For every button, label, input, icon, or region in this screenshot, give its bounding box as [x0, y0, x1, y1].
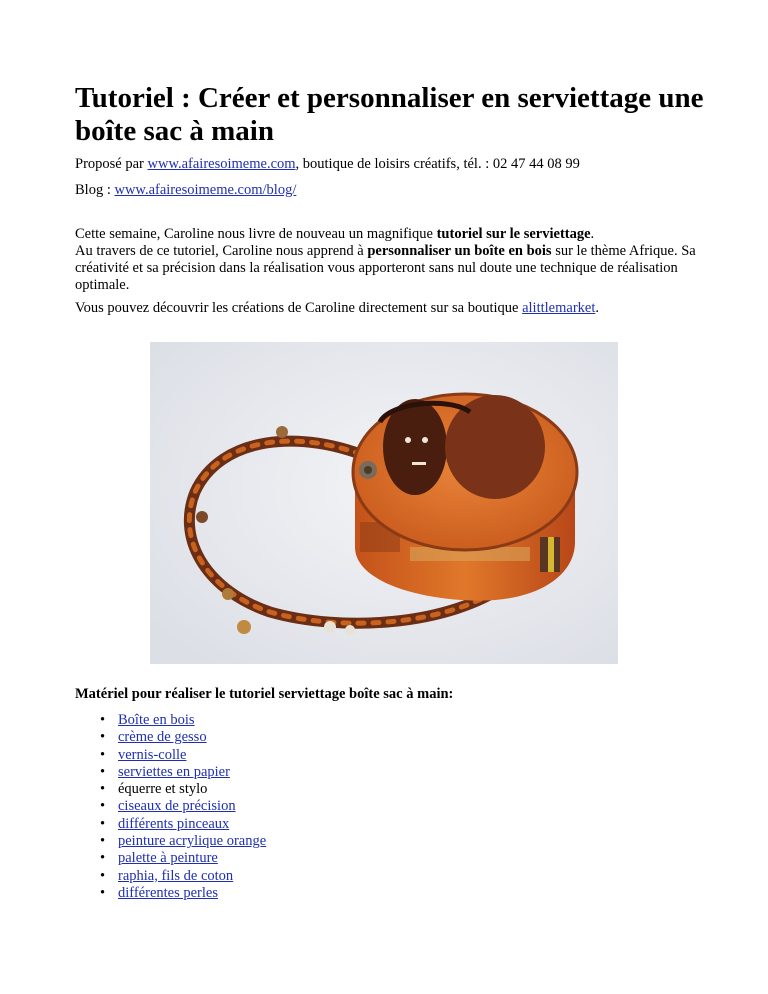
materials-item[interactable]	[75, 868, 266, 885]
materials-item	[75, 781, 266, 798]
intro-text-3: Au travers de ce tutoriel, Caroline nous apprend à	[75, 243, 368, 259]
materials-item-label: équerre et stylo	[118, 781, 208, 798]
intro-text-4: sur le thème Afrique. Sa créativité et sa précision dans la réalisation vous apporteront sans nul doute une technique de réalisation optimale.	[75, 243, 696, 293]
discover-suffix: .	[595, 300, 599, 316]
materials-item[interactable]	[75, 885, 266, 902]
bullet-icon: •	[100, 833, 106, 850]
intro-bold-2: personnaliser un boîte en bois	[367, 243, 552, 259]
box-bag-photo	[150, 342, 618, 664]
bullet-icon: •	[100, 746, 106, 763]
materials-item[interactable]	[75, 764, 266, 781]
bullet-icon: •	[100, 781, 106, 798]
bullet-icon: •	[100, 729, 106, 746]
bullet-icon: •	[100, 884, 106, 901]
bullet-icon: •	[100, 763, 106, 780]
blog-link[interactable]: www.afairesoimeme.com/blog/	[114, 182, 297, 198]
alittlemarket-link[interactable]: alittlemarket	[522, 300, 596, 316]
materials-item-link[interactable]: différents pinceaux	[118, 815, 230, 832]
materials-item[interactable]	[75, 850, 266, 867]
materials-item[interactable]	[75, 833, 266, 850]
materials-item[interactable]	[75, 712, 266, 729]
materials-item-link[interactable]: serviettes en papier	[118, 763, 230, 780]
intro-text-1: Cette semaine, Caroline nous livre de nouveau un magnifique	[75, 226, 437, 242]
bullet-icon: •	[100, 712, 106, 728]
materials-list	[75, 712, 266, 902]
blog-prefix: Blog :	[75, 182, 115, 198]
bullet-icon: •	[100, 815, 106, 832]
materials-item-link[interactable]: différentes perles	[118, 884, 218, 901]
materials-item-link[interactable]: ciseaux de précision	[118, 798, 236, 815]
bullet-icon: •	[100, 798, 106, 815]
afairesoimeme-link[interactable]: www.afairesoimeme.com	[147, 156, 296, 172]
materials-item[interactable]	[75, 798, 266, 815]
materials-item[interactable]	[75, 747, 266, 764]
box-bag-illustration	[150, 342, 618, 664]
materials-item-link[interactable]: Boîte en bois	[118, 712, 195, 728]
article	[75, 82, 715, 317]
materials-item[interactable]	[75, 816, 266, 833]
discover-paragraph	[75, 300, 715, 317]
materials-item-link[interactable]: vernis-colle	[118, 746, 187, 763]
materials-item-link[interactable]: raphia, fils de coton	[118, 867, 234, 884]
materials-item-link[interactable]: palette à peinture	[118, 850, 218, 867]
proposed-suffix: , boutique de loisirs créatifs, tél. : 02 47 44 08 99	[295, 156, 580, 172]
intro-text-2: .	[590, 226, 595, 242]
bullet-icon: •	[100, 850, 106, 867]
intro-paragraph	[75, 226, 715, 294]
materials-item-link[interactable]: crème de gesso	[118, 729, 207, 746]
materials-item[interactable]	[75, 729, 266, 746]
page-title: Tutoriel : Créer et personnaliser en serviettage une boîte sac à main	[75, 82, 704, 147]
bullet-icon: •	[100, 867, 106, 884]
materials-item-link[interactable]: peinture acrylique orange	[118, 833, 267, 850]
discover-prefix: Vous pouvez découvrir les créations de Caroline directement sur sa boutique	[75, 300, 523, 316]
blog-line	[75, 182, 715, 199]
proposed-by-line	[75, 156, 715, 173]
proposed-prefix: Proposé par	[75, 156, 148, 172]
intro-bold-1: tutoriel sur le serviettage	[436, 226, 591, 242]
materials-heading: Matériel pour réaliser le tutoriel serviettage boîte sac à main:	[75, 686, 454, 702]
